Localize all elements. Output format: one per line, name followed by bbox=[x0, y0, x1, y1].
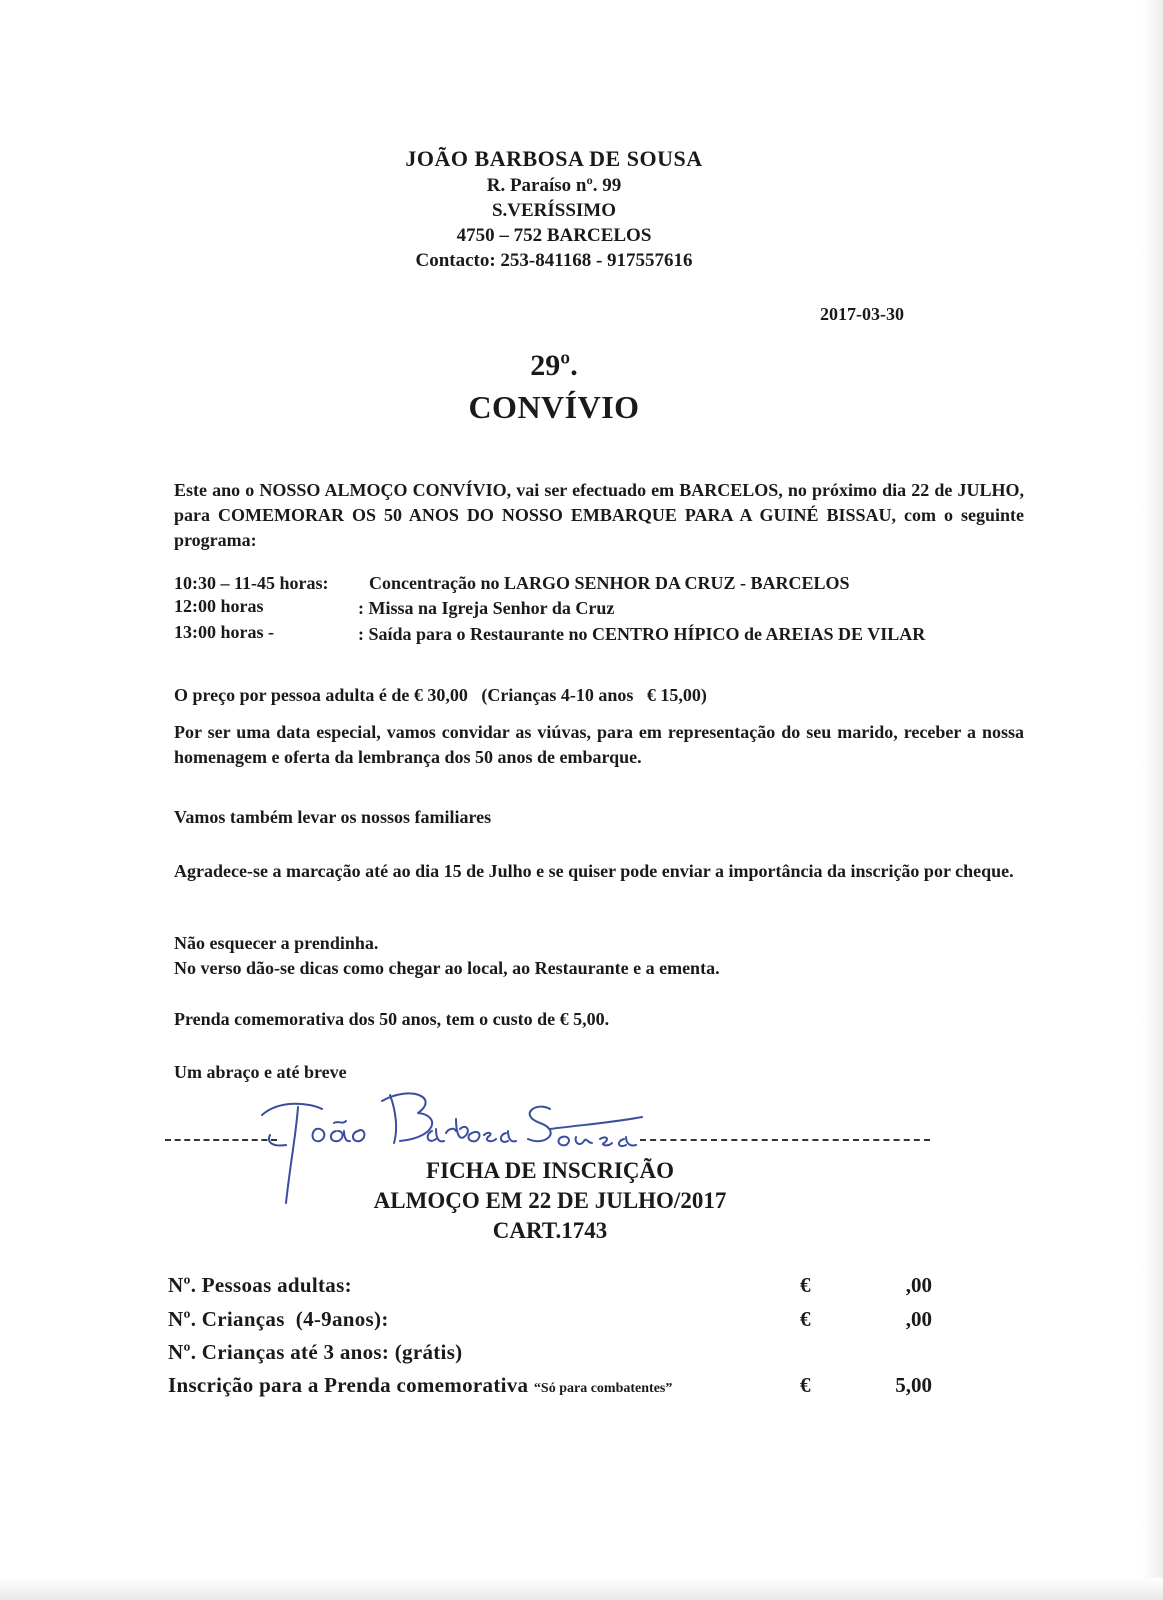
title-word: CONVÍVIO bbox=[468, 389, 640, 425]
form-row-label: Nº. Pessoas adultas: bbox=[168, 1273, 352, 1297]
sender-parish: S.VERÍSSIMO bbox=[491, 200, 617, 221]
intro-paragraph: Este ano o NOSSO ALMOÇO CONVÍVIO, vai ser efectuado em BARCELOS, no próximo dia 22 de JULHO, para COMEMORAR OS 50 ANOS DO NOSSO EMBARQUE PARA A GUINÉ BISSAU, com o seguinte programa: bbox=[174, 480, 1024, 550]
program-time: 12:00 horas bbox=[174, 596, 264, 616]
sender-street: R. Paraíso nº. 99 bbox=[486, 175, 622, 196]
cut-line-right bbox=[640, 1139, 930, 1141]
closing-line: Um abraço e até breve bbox=[174, 1062, 347, 1082]
form-row-label: Nº. Crianças até 3 anos: (grátis) bbox=[168, 1340, 463, 1364]
form-row-gift bbox=[168, 1373, 672, 1398]
form-row-children bbox=[168, 1307, 389, 1332]
form-title: FICHA DE INSCRIÇÃO bbox=[426, 1158, 674, 1183]
form-reference: CART.1743 bbox=[492, 1218, 608, 1243]
widows-paragraph: Por ser uma data especial, vamos convidar as viúvas, para em representação do seu marido, receber a nossa homenagem e oferta da lembrança dos 50 anos de embarque. bbox=[174, 722, 1024, 767]
gift-cost-paragraph: Prenda comemorativa dos 50 anos, tem o custo de € 5,00. bbox=[174, 1009, 610, 1029]
program-desc: : Saída para o Restaurante no CENTRO HÍPICO de AREIAS DE VILAR bbox=[358, 624, 926, 644]
program-desc: : Missa na Igreja Senhor da Cruz bbox=[358, 598, 615, 618]
title-number: 29º. bbox=[530, 349, 578, 382]
form-row-currency: € bbox=[800, 1273, 811, 1297]
sender-contact: Contacto: 253-841168 - 917557616 bbox=[415, 250, 693, 271]
form-subtitle: ALMOÇO EM 22 DE JULHO/2017 bbox=[373, 1188, 727, 1213]
scan-edge-right bbox=[1141, 0, 1163, 1600]
form-row-label: Nº. Crianças (4-9anos): bbox=[168, 1307, 389, 1331]
gift-reminder: Não esquecer a prendinha. bbox=[174, 933, 379, 953]
program-desc: Concentração no LARGO SENHOR DA CRUZ - BARCELOS bbox=[369, 573, 850, 593]
price-line: O preço por pessoa adulta é de € 30,00 (Crianças 4-10 anos € 15,00) bbox=[174, 685, 707, 705]
scan-edge-bottom bbox=[0, 1578, 1163, 1600]
form-row-amount[interactable]: ,00 bbox=[905, 1273, 932, 1297]
reverse-note: No verso dão-se dicas como chegar ao local, ao Restaurante e a ementa. bbox=[174, 958, 720, 978]
form-row-adults bbox=[168, 1273, 352, 1298]
form-row-currency: € bbox=[800, 1373, 811, 1397]
program-time: 13:00 horas - bbox=[174, 622, 274, 642]
form-row-infants bbox=[168, 1340, 462, 1365]
form-row-currency: € bbox=[800, 1307, 811, 1331]
families-paragraph: Vamos também levar os nossos familiares bbox=[174, 807, 492, 827]
form-row-amount[interactable]: ,00 bbox=[905, 1307, 932, 1331]
sender-postal: 4750 – 752 BARCELOS bbox=[456, 225, 652, 246]
form-row-note: “Só para combatentes” bbox=[533, 1381, 673, 1396]
letter-date: 2017-03-30 bbox=[820, 304, 904, 324]
form-row-label: Inscrição para a Prenda comemorativa bbox=[168, 1373, 529, 1397]
sender-name: JOÃO BARBOSA DE SOUSA bbox=[405, 146, 703, 171]
form-row-amount[interactable]: 5,00 bbox=[895, 1373, 932, 1397]
program-time: 10:30 – 11-45 horas: bbox=[174, 573, 329, 593]
booking-paragraph: Agradece-se a marcação até ao dia 15 de Julho e se quiser pode enviar a importância da inscrição por cheque. bbox=[174, 861, 1014, 881]
